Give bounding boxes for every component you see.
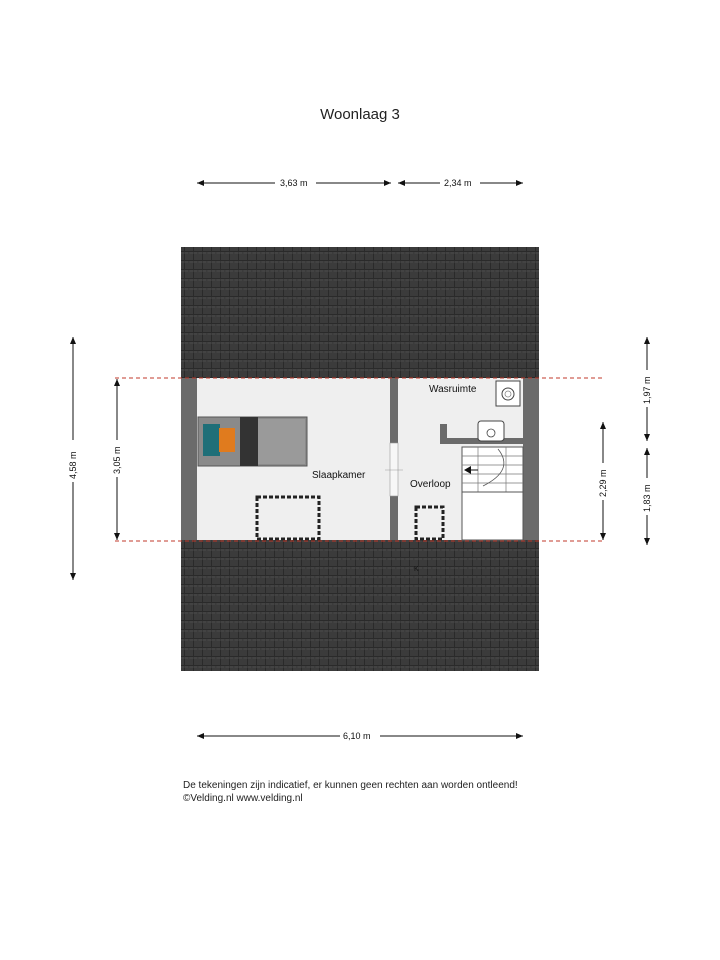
dimension-top-right xyxy=(398,178,523,188)
bed xyxy=(198,417,307,466)
partition-wall-upper xyxy=(390,378,398,443)
wall-left xyxy=(181,378,197,540)
pillow-orange xyxy=(219,428,235,452)
dim-label-bottom: 6,10 m xyxy=(343,731,371,741)
washing-machine xyxy=(496,381,520,406)
dimension-bottom xyxy=(197,731,523,741)
staircase xyxy=(462,447,523,492)
wall-right xyxy=(523,378,539,540)
dim-label-top-left: 3,63 m xyxy=(280,178,308,188)
roof-upper xyxy=(181,247,539,378)
roof-lower xyxy=(181,540,539,671)
disclaimer xyxy=(183,779,518,805)
dim-label-left-inner: 3,05 m xyxy=(112,446,122,474)
boiler-unit xyxy=(478,421,504,441)
dim-label-left-outer: 4,58 m xyxy=(68,451,78,479)
room-label-wasruimte: Wasruimte xyxy=(429,384,477,395)
dim-label-right-lower: 1,83 m xyxy=(642,484,652,512)
door-opening xyxy=(390,443,398,496)
dimension-left-inner xyxy=(112,379,122,540)
marker-k: K xyxy=(414,566,419,573)
room-label-overloop: Overloop xyxy=(410,479,451,490)
page-title: Woonlaag 3 xyxy=(320,106,400,123)
dimension-right-lower xyxy=(642,448,652,545)
dimension-left-outer xyxy=(68,337,78,580)
stair-void xyxy=(462,492,523,540)
dimension-right-upper xyxy=(642,337,652,441)
pillow-teal xyxy=(203,424,220,456)
disclaimer-line-2: ©Velding.nl www.velding.nl xyxy=(183,793,303,804)
dim-label-right-upper: 1,97 m xyxy=(642,376,652,404)
disclaimer-line-1: De tekeningen zijn indicatief, er kunnen geen rechten aan worden ontleend! xyxy=(183,780,518,791)
dimension-right-inner xyxy=(598,422,608,540)
partition-wall-lower xyxy=(390,496,398,540)
dimension-top-left xyxy=(197,178,391,188)
dim-label-right-inner: 2,29 m xyxy=(598,469,608,497)
dim-label-top-right: 2,34 m xyxy=(444,178,472,188)
room-label-slaapkamer: Slaapkamer xyxy=(312,470,366,481)
